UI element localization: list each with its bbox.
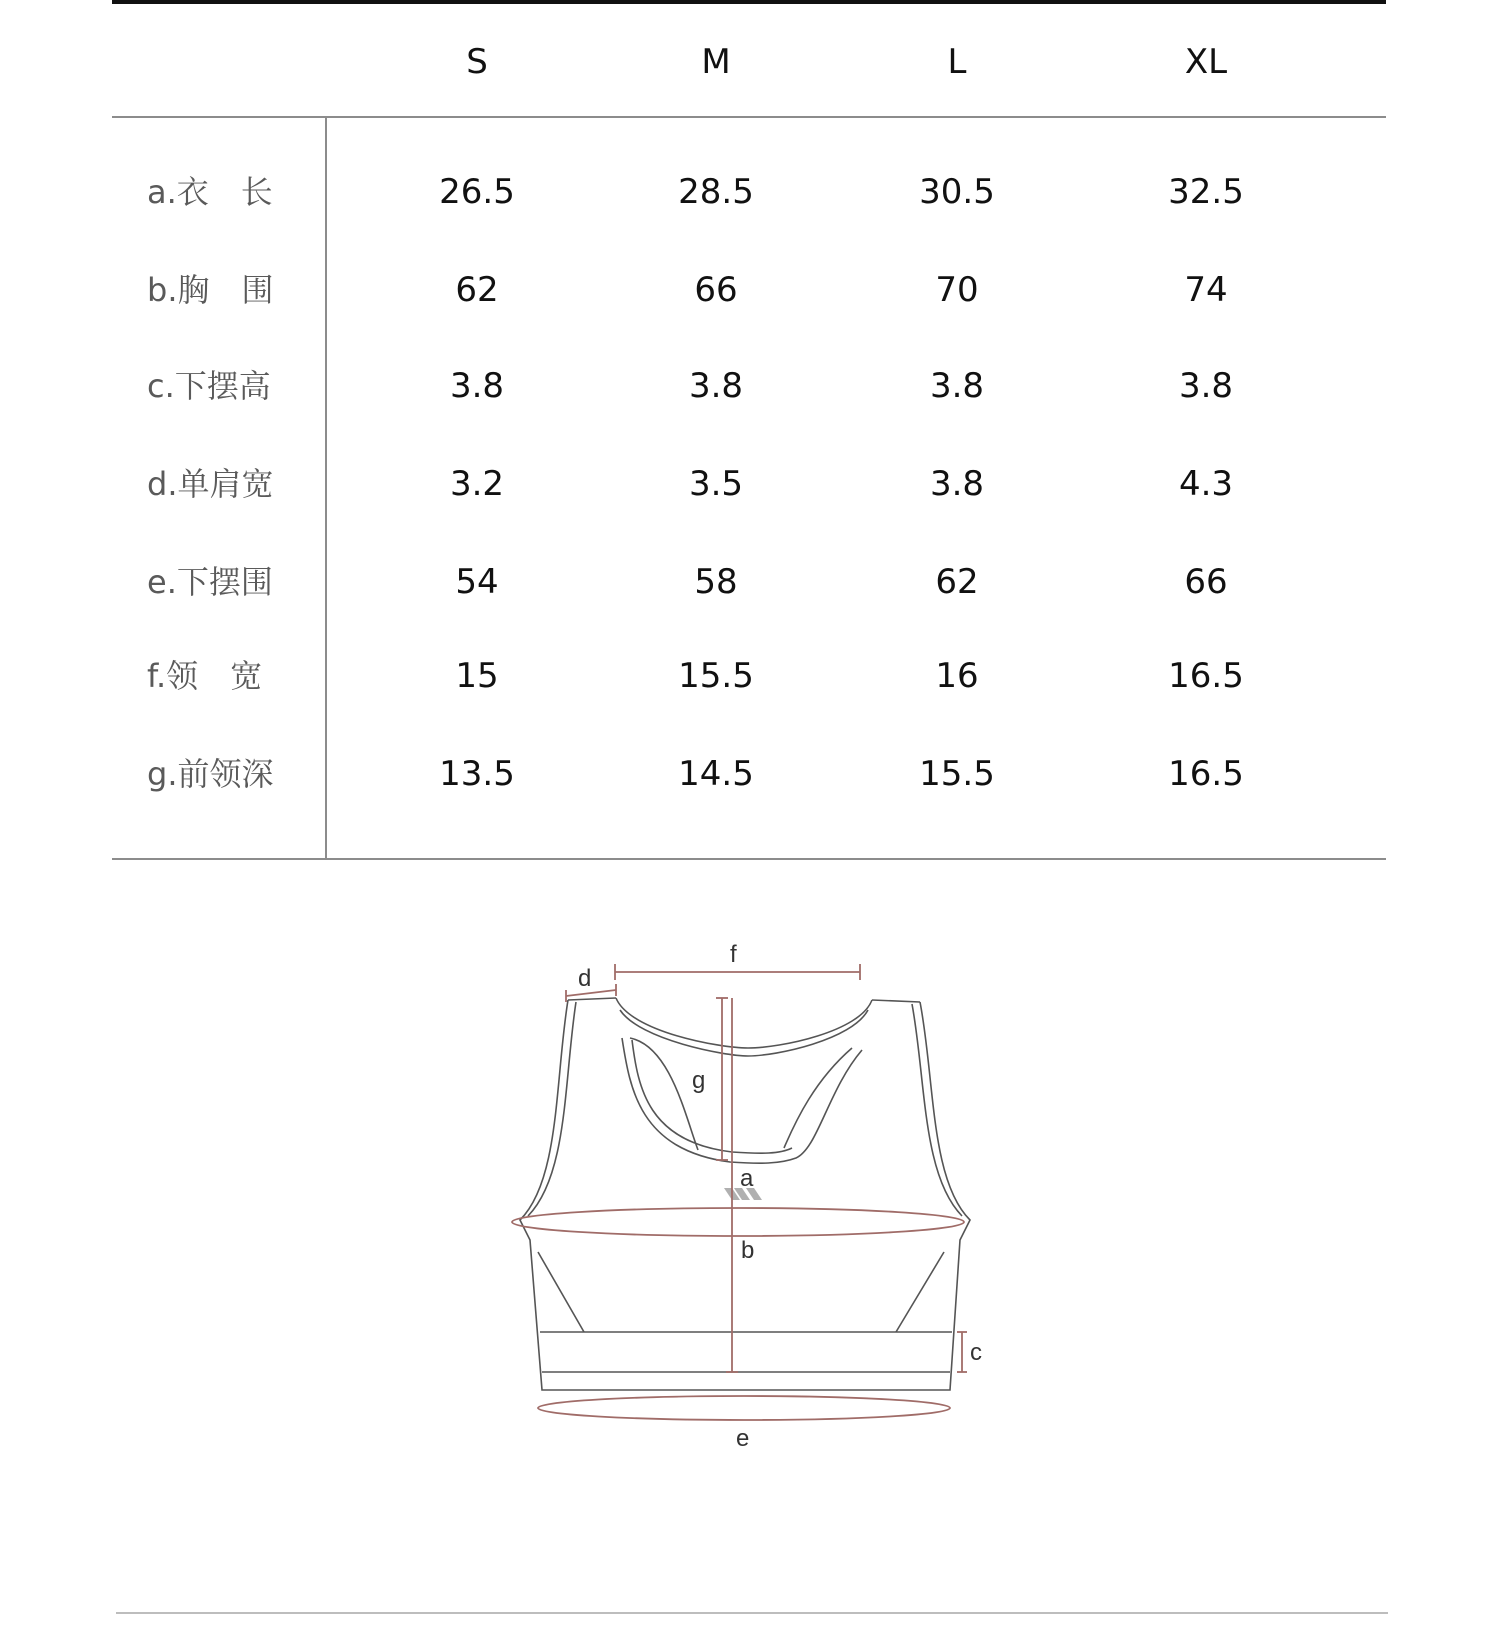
cell-b-l: 70 [935, 270, 979, 310]
diagram-label-c: c [970, 1339, 982, 1366]
cell-a-s: 26.5 [439, 172, 515, 212]
cell-d-xl: 4.3 [1178, 464, 1234, 504]
row-label-f: f.领 宽 [147, 657, 263, 695]
cell-g-xl: 16.5 [1168, 754, 1244, 794]
cell-d-l: 3.8 [929, 464, 985, 504]
diagram-label-f: f [730, 941, 737, 968]
cell-f-xl: 16.5 [1168, 656, 1244, 696]
cell-d-m: 3.5 [688, 464, 744, 504]
size-header-l: L [947, 42, 967, 82]
diagram-label-g: g [692, 1067, 706, 1094]
size-header-m: M [701, 42, 731, 82]
cell-c-xl: 3.8 [1178, 366, 1234, 406]
cell-g-s: 13.5 [439, 754, 515, 794]
footer-rule [116, 1612, 1388, 1614]
row-label-c: c.下摆高 [147, 367, 271, 405]
row-label-e: e.下摆围 [147, 563, 273, 601]
cell-a-l: 30.5 [919, 172, 995, 212]
diagram-label-a: a [740, 1165, 754, 1192]
label-column-divider [325, 118, 327, 858]
header-rule [112, 116, 1386, 118]
cell-f-l: 16 [935, 656, 979, 696]
cell-c-l: 3.8 [929, 366, 985, 406]
table-bottom-rule [112, 858, 1386, 860]
cell-c-m: 3.8 [688, 366, 744, 406]
cell-g-m: 14.5 [678, 754, 754, 794]
diagram-label-e: e [736, 1425, 750, 1452]
cell-b-s: 62 [455, 270, 499, 310]
row-label-d: d.单肩宽 [147, 465, 274, 503]
row-label-b: b.胸 围 [147, 271, 274, 309]
cell-c-s: 3.8 [449, 366, 505, 406]
cell-g-l: 15.5 [919, 754, 995, 794]
row-label-a: a.衣 长 [147, 173, 273, 211]
cell-b-xl: 74 [1184, 270, 1228, 310]
size-header-xl: XL [1184, 42, 1228, 82]
sports-bra-diagram [480, 920, 1000, 1480]
cell-e-m: 58 [694, 562, 738, 602]
size-header-s: S [466, 42, 488, 82]
cell-f-m: 15.5 [678, 656, 754, 696]
cell-a-xl: 32.5 [1168, 172, 1244, 212]
cell-a-m: 28.5 [678, 172, 754, 212]
cell-e-xl: 66 [1184, 562, 1228, 602]
cell-d-s: 3.2 [449, 464, 505, 504]
row-label-g: g.前领深 [147, 755, 274, 793]
table-top-rule [112, 0, 1386, 4]
diagram-label-d: d [578, 965, 592, 992]
cell-b-m: 66 [694, 270, 738, 310]
cell-e-s: 54 [455, 562, 499, 602]
diagram-label-b: b [741, 1237, 755, 1264]
cell-e-l: 62 [935, 562, 979, 602]
cell-f-s: 15 [455, 656, 499, 696]
